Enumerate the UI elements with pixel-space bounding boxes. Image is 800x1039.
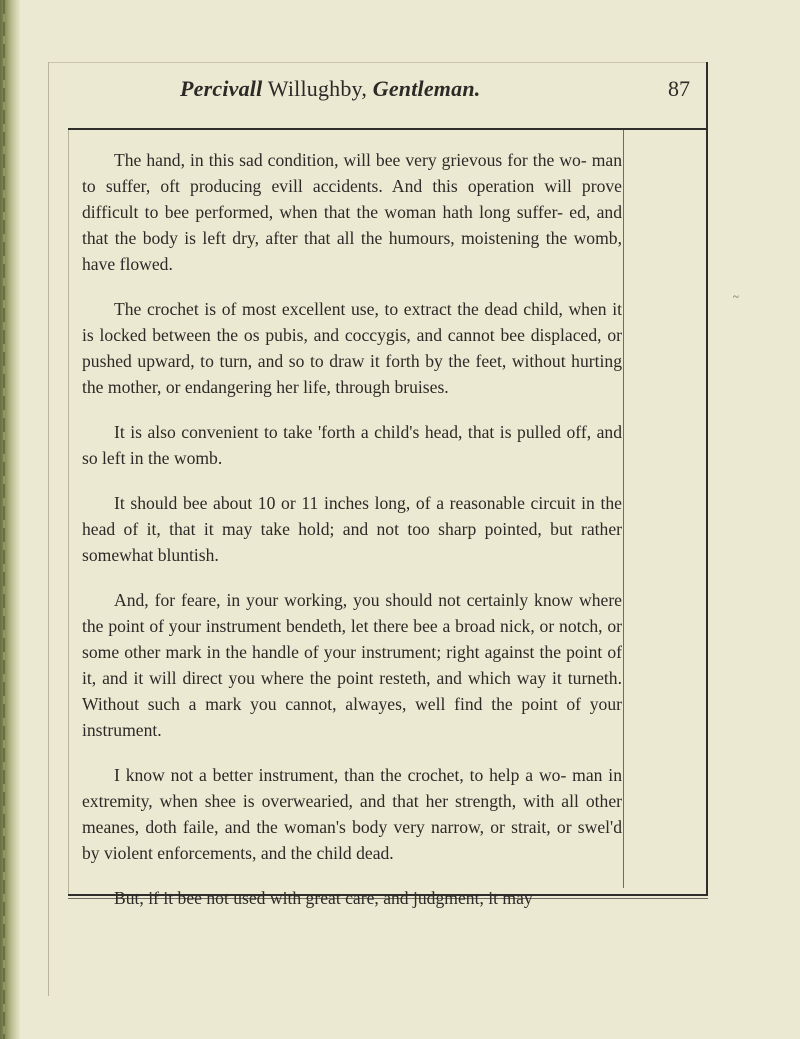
- page-frame-right: [706, 62, 708, 896]
- page-number: 87: [668, 76, 690, 101]
- header-rule: [68, 128, 708, 130]
- text-frame-left: [68, 128, 69, 894]
- running-head-surname: Willughby,: [262, 76, 373, 101]
- paragraph-6: I know not a better instrument, than the crochet, to help a wo- man in extremity, when shee is overwearied, and that her strength, with all other meanes, doth faile, and the woman's body very narrow, or strait, or swel'd by violent enforcements, and the child dead.: [82, 765, 622, 863]
- paragraph-7: But, if it bee not used with great care, and judgment, it may: [114, 888, 533, 908]
- page-frame-left: [48, 62, 49, 996]
- margin-mark: ~: [733, 291, 739, 303]
- paragraph-2: The crochet is of most excellent use, to extract the dead child, when it is locked between the os pubis, and coccygis, and cannot bee displaced, or pushed upward, to turn, and so to draw it forth by the feet, without hurting the mother, or endangering her life, through bruises.: [82, 299, 622, 397]
- running-head-title: Gentleman.: [372, 76, 481, 101]
- text-frame-right: [623, 128, 624, 888]
- paragraph-4: It should bee about 10 or 11 inches long, of a reasonable circuit in the head of it, that it may take hold; and not too sharp pointed, but rather somewhat bluntish.: [82, 493, 622, 565]
- paragraph-1: The hand, in this sad condition, will bee very grievous for the wo- man to suffer, oft producing evill accidents. And this operation will prove difficult to bee performed, when that the woman hath long suffer- ed, and that the body is left dry, after that all the humours, moistening the womb, have flowed.: [82, 150, 622, 274]
- running-head-name: Percivall: [180, 76, 263, 101]
- page-frame-top: [48, 62, 708, 63]
- running-head: [180, 76, 540, 102]
- paragraph-3: It is also convenient to take 'forth a child's head, that is pulled off, and so left in the womb.: [82, 422, 622, 468]
- body-text: [82, 147, 622, 930]
- book-binding-edge: [0, 0, 20, 1039]
- paragraph-5: And, for feare, in your working, you should not certainly know where the point of your instrument bendeth, let there bee a broad nick, or notch, or some other mark in the handle of your instrument; right against the point of it, and it will direct you where the point resteth, and which way it turneth. Without such a mark you cannot, alwayes, well find the point of your instrument.: [82, 590, 622, 740]
